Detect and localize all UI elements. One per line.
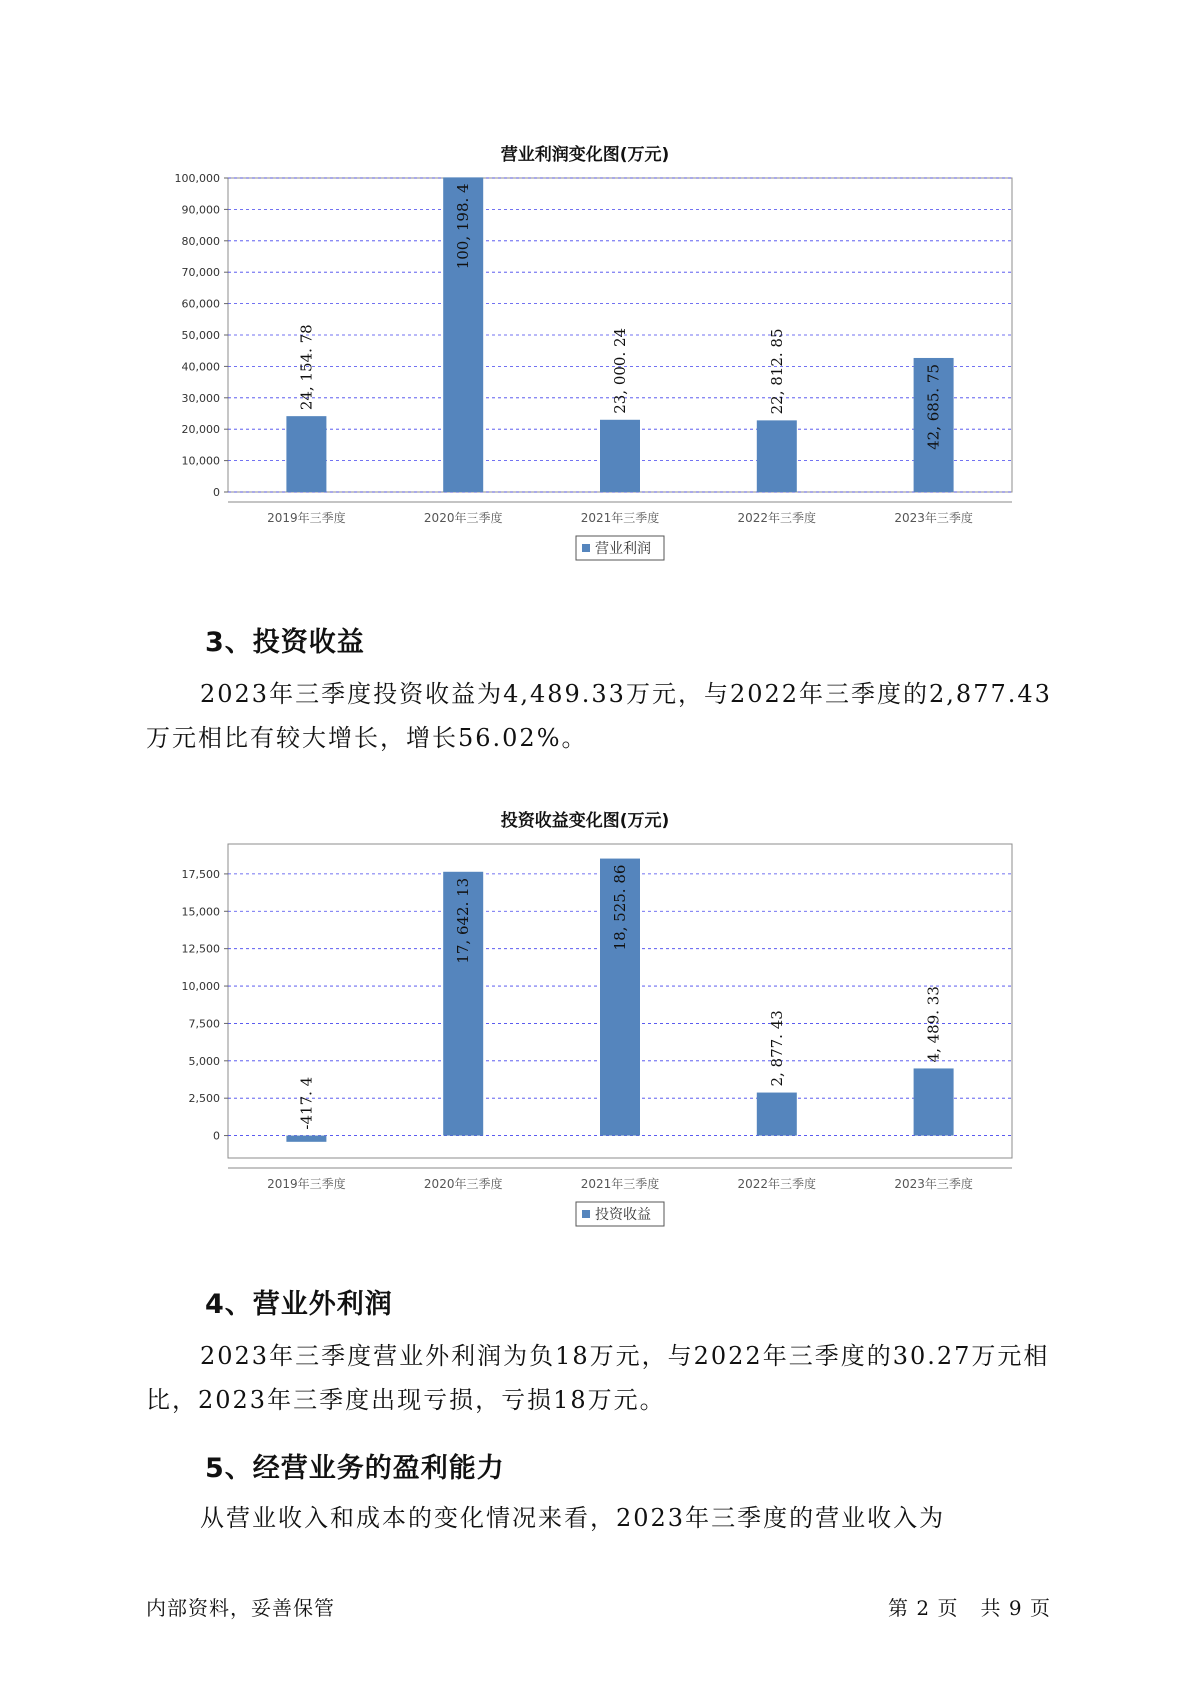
bar-value-label: 17, 642. 13 [454, 877, 473, 964]
y-tick-label: 0 [213, 1129, 220, 1143]
y-tick-label: 17,500 [181, 867, 220, 881]
paragraph-line: 2023年三季度投资收益为4,489.33万元，与2022年三季度的2,877.43 [200, 680, 1052, 708]
paragraph-line: 从营业收入和成本的变化情况来看，2023年三季度的营业收入为 [200, 1504, 946, 1532]
paragraph-line: 万元相比有较大增长，增长56.02%。 [146, 724, 588, 752]
x-tick-label: 2020年三季度 [423, 511, 503, 525]
legend-swatch [582, 544, 590, 552]
y-tick-label: 70,000 [181, 266, 220, 280]
y-tick-label: 30,000 [181, 391, 220, 405]
x-tick-label: 2023年三季度 [894, 511, 973, 525]
bar-value-label: 2, 877. 43 [767, 1010, 786, 1087]
bar-value-label: 22, 812. 85 [767, 328, 786, 415]
section-heading-investment: 3、投资收益 [205, 627, 365, 658]
legend-label: 营业利润 [595, 541, 651, 557]
y-tick-label: 15,000 [181, 905, 220, 919]
chart-svg [150, 836, 1020, 1256]
paragraph-profitability [146, 1496, 1061, 1540]
paragraph-investment [146, 672, 1061, 760]
y-tick-label: 10,000 [181, 454, 220, 468]
legend-swatch [582, 1210, 590, 1218]
x-tick-label: 2021年三季度 [580, 511, 660, 525]
bar [286, 416, 326, 492]
legend-label: 投资收益 [595, 1207, 651, 1223]
bar [757, 1093, 797, 1136]
bar-value-label: 24, 154. 78 [297, 324, 316, 411]
y-tick-label: 20,000 [181, 423, 220, 437]
y-tick-label: 0 [213, 486, 220, 499]
y-tick-label: 7,500 [188, 1017, 220, 1031]
y-tick-label: 60,000 [181, 297, 220, 311]
footer-note: 内部资料，妥善保管 [146, 1596, 335, 1620]
x-tick-label: 2022年三季度 [737, 1177, 817, 1191]
y-tick-label: 50,000 [181, 329, 220, 342]
chart-title: 营业利润变化图(万元) [500, 145, 670, 165]
y-tick-label: 10,000 [181, 980, 220, 994]
page-number: 第 2 页 共 9 页 [888, 1596, 1051, 1620]
bar-value-label: -417. 4 [297, 1076, 316, 1130]
y-tick-label: 40,000 [181, 360, 220, 374]
y-tick-label: 80,000 [181, 234, 220, 248]
x-tick-label: 2019年三季度 [267, 511, 346, 525]
bar [600, 420, 640, 492]
bar-value-label: 23, 000. 24 [611, 327, 629, 414]
bar [757, 420, 797, 492]
section-heading-profitability: 5、经营业务的盈利能力 [205, 1453, 505, 1484]
x-tick-label: 2021年三季度 [580, 1177, 660, 1191]
bar [914, 1068, 954, 1135]
y-tick-label: 12,500 [181, 942, 220, 956]
bar-value-label: 4, 489. 33 [924, 986, 943, 1063]
chart-title: 投资收益变化图(万元) [500, 811, 670, 831]
paragraph-non-operating [146, 1334, 1061, 1422]
x-tick-label: 2020年三季度 [423, 1177, 503, 1191]
bar-value-label: 18, 525. 86 [611, 864, 629, 951]
x-tick-label: 2022年三季度 [737, 511, 817, 525]
bar-value-label: 100, 198. 4 [454, 183, 473, 270]
y-tick-label: 90,000 [181, 203, 220, 217]
bar [286, 1136, 326, 1142]
paragraph-line: 比，2023年三季度出现亏损，亏损18万元。 [146, 1386, 666, 1414]
section-heading-non-operating: 4、营业外利润 [205, 1289, 393, 1320]
y-tick-label: 2,500 [188, 1092, 220, 1106]
y-tick-label: 5,000 [188, 1054, 220, 1068]
x-tick-label: 2019年三季度 [267, 1177, 346, 1191]
chart-svg [150, 170, 1020, 590]
paragraph-line: 2023年三季度营业外利润为负18万元，与2022年三季度的30.27万元相 [200, 1342, 1050, 1370]
x-tick-label: 2023年三季度 [894, 1177, 973, 1191]
bar-value-label: 42, 685. 75 [924, 363, 943, 450]
y-tick-label: 100,000 [174, 172, 220, 185]
